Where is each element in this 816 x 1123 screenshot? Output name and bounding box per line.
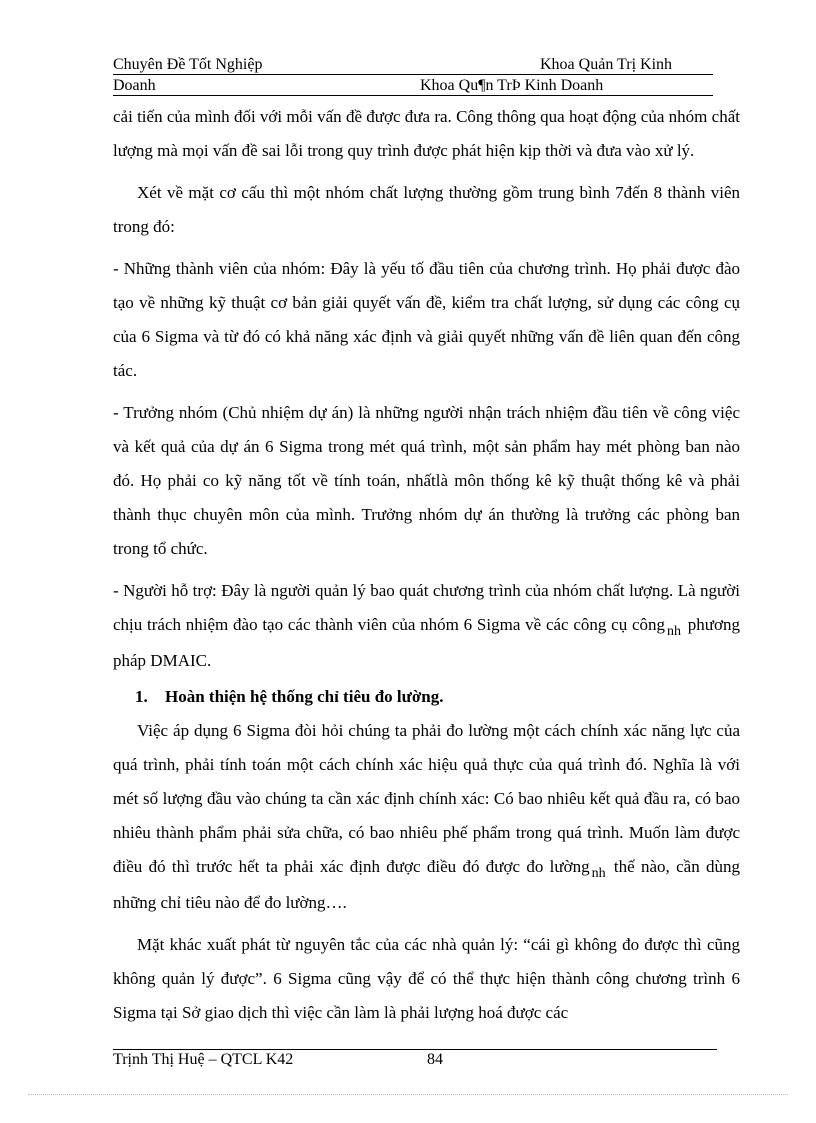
- footer-rule: [113, 1049, 717, 1050]
- supporter-text-a: - Người hỗ trợ: Đây là người quản lý bao quát chương trình của nhóm chất lượng. Là người chịu trách nhiệm đào tạo các thành viên của nhóm 6 Sigma về các công cụ công: [113, 581, 740, 634]
- paragraph-members: - Những thành viên của nhóm: Đây là yếu tố đầu tiên của chương trình. Họ phải được đào tạo về những kỹ thuật cơ bản giải quyết vấn đề, kiểm tra chất lượng, sử dụng các công cụ của 6 Sigma và từ đó có khả năng xác định và giải quyết những vấn đề liên quan đến công tác.: [113, 259, 740, 380]
- paragraph-1: cải tiến của mình đối với mỗi vấn đề được đưa ra. Công thông qua hoạt động của nhóm chất lượng mà mọi vấn đề sai lỗi trong quy trình được phát hiện kịp thời và đưa vào xử lý.: [113, 107, 740, 160]
- paragraph-2: Xét về mặt cơ cấu thì một nhóm chất lượng thường gồm trung bình 7đến 8 thành viên trong đó:: [113, 183, 740, 236]
- page-number: 84: [427, 1051, 443, 1068]
- header-faculty-garbled: Khoa Qu¶n TrÞ Kinh Doanh: [420, 77, 604, 94]
- running-header-line-2: [113, 77, 713, 96]
- supporter-text-b: phương pháp DMAIC.: [113, 615, 740, 670]
- measurement-text-a: Việc áp dụng 6 Sigma đòi hỏi chúng ta phải đo lường một cách chính xác năng lực của quá trình, phải tính toán một cách chính xác hiệu quả thực của quá trình đó. Nghĩa là với mét số lượng đầu vào chúng ta cần xác định chính xác: Có bao nhiêu kết quả đầu ra, có bao nhiêu thành phẩm phải sửa chữa, có bao nhiêu phế phẩm trong quá trình. Muốn làm được điều đó thì trước hết ta phải xác định được điều đó được đo lường: [113, 721, 740, 876]
- paragraph-management: Mặt khác xuất phát từ nguyên tắc của các nhà quản lý: “cái gì không đo được thì cũng không quản lý được”. 6 Sigma cũng vậy để có thể thực hiện thành công chương trình 6 Sigma tại Sở giao dịch thì việc cần làm là phải lượng hoá được các: [113, 935, 740, 1022]
- document-body: [113, 100, 740, 1030]
- measurement-subscript: nh: [591, 866, 606, 881]
- supporter-subscript: nh: [667, 624, 682, 639]
- running-header-line-1: [113, 56, 713, 75]
- paragraph-team-leader: - Trưởng nhóm (Chủ nhiệm dự án) là những người nhận trách nhiệm đầu tiên về công việc và kết quả của dự án 6 Sigma trong mét quá trình, một sản phẩm hay mét phòng ban nào đó. Họ phải co kỹ năng tốt về tính toán, nhấtlà môn thống kê kỹ thuật thống kê và phải thành thục chuyên môn của mình. Trưởng nhóm dự án thường là trưởng các phòng ban trong tổ chức.: [113, 403, 740, 558]
- measurement-text-b: thế nào, cần dùng những chỉ tiêu nào để đo lường….: [113, 857, 741, 912]
- section-heading: [113, 680, 740, 714]
- heading-text: Hoàn thiện hệ thống chỉ tiêu đo lường.: [165, 687, 444, 706]
- header-faculty: Khoa Quản Trị Kinh: [540, 56, 673, 73]
- footer-author: Trịnh Thị Huệ – QTCL K42: [113, 1051, 294, 1068]
- header-title: Chuyên Đề Tốt Nghiệp: [113, 56, 263, 73]
- paragraph-measurement: [113, 714, 740, 920]
- page-boundary-dotted-line: [28, 1094, 788, 1095]
- heading-number: 1.: [135, 687, 148, 706]
- header-faculty-continued: Doanh: [113, 77, 156, 94]
- paragraph-supporter: [113, 574, 740, 678]
